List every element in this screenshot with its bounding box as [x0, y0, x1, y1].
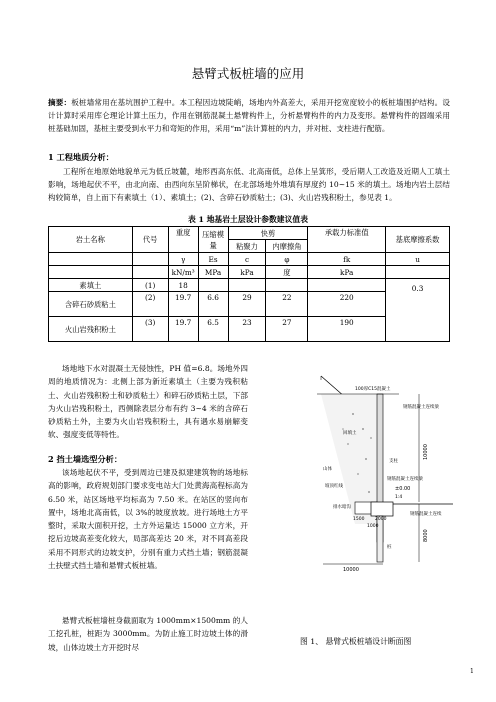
cell-density: 19.7 [168, 292, 198, 317]
cell-name: 素填土 [49, 279, 133, 292]
cell-code: (3) [132, 317, 168, 342]
retaining-wall-section-figure [303, 374, 453, 574]
cell-fk: 190 [308, 317, 386, 342]
symbol-cell: fk [308, 253, 386, 266]
cell-name: 含碎石砂质粘土 [49, 292, 133, 317]
dim-10000: 10000 [423, 444, 429, 460]
figure-caption: 图 1、 悬臂式板桩墙设计断面图 [300, 637, 412, 646]
symbol-cell: Es [198, 253, 228, 266]
label-cap-beam: 钢筋混凝土连续梁 [403, 405, 439, 410]
cell-fk [308, 279, 386, 292]
header-cohesion: 粘聚力 [228, 240, 266, 253]
cell-phi [266, 279, 308, 292]
header-modulus: 压缩模量 [198, 227, 228, 253]
dim-8000: 8000 [423, 529, 429, 542]
groundwater-paragraph: 场地地下水对混凝土无侵蚀性，PH 值=6.8。场地外四周的地质情况为：北侧上部为新近素填土（主要为残积粘土、火山岩残积粉土和砂质粘土）和碎石砂质粘土层，下部为火山岩残积粉土，西侧除表层分布有约 3~4 米的含碎石砂质粘土外，主要为火山岩残积粉土，具有遇水易崩解变软、强度变低等特性。 [48, 364, 248, 440]
abstract [48, 96, 450, 136]
label-ratio: 1:4 [395, 495, 403, 500]
table-row [49, 279, 450, 292]
header-name: 岩土名称 [49, 227, 133, 253]
label-slope-line: 坡顶红线 [325, 484, 343, 489]
label-drain: 排水暗沟 [333, 505, 351, 510]
header-friction: 内摩擦角 [266, 240, 308, 253]
cell-code: (2) [132, 292, 168, 317]
symbol-cell: φ [266, 253, 308, 266]
cell-c: 29 [228, 292, 266, 317]
label-pile: 桩 [387, 545, 392, 550]
header-code: 代号 [132, 227, 168, 253]
header-base-friction: 基底摩擦系数 [386, 227, 450, 253]
cell-phi: 22 [266, 292, 308, 317]
label-beam3: 钢筋混凝土连续 [410, 512, 442, 517]
label-fill: 回填土 [343, 431, 357, 436]
section2-paragraph-1: 该场地起伏不平，受到周边已建及拟建建筑物的场地标高的影响，政府规划部门要求变电站大门处黄海高程标高为 6.50 米，站区场地平均标高为 7.50 米。在站区的竖向布置中，场地北高南低，以 3%的坡度放坡。进行场地土方平整时，采取大面积开挖，土方外运量达 15000 立方米，开挖后边坡高差变化较大，局部高差达 20 米，对不同高差段采用不同形式的边坡支护，分别有重力式挡土墙；钢筋混凝土扶壁式挡土墙和悬臂式板桩墙。 [48, 468, 248, 571]
page-number: 1 [470, 668, 474, 675]
header-shear: 快剪 [228, 227, 308, 240]
abstract-text: 板桩墙常用在基坑围护工程中。本工程因边坡陡峭，场地内外高差大，采用开挖宽度较小的板桩墙围护结构。设计计算时采用库仑理论计算土压力，作用在钢筋混凝土悬臂构件上，分析悬臂构件的内力及变形。悬臂构件的固端采用桩基础加固，基桩主要受到水平力和弯矩的作用，采用“m”法计算桩的内力，并对桩、支柱进行配筋。 [48, 98, 450, 134]
unit-cell: kN/m³ [168, 266, 198, 279]
table-caption: 表 1 地基岩土层设计参数建议值表 [187, 215, 308, 224]
unit-cell: kPa [228, 266, 266, 279]
section2-paragraph-2: 悬臂式板桩墙桩身截面取为 1000mm×1500mm 的人工挖孔桩，桩距为 3000mm。为防止施工时边坡土体的滑坡，山体边坡土方开挖时尽 [48, 616, 248, 652]
section1-text: 工程所在地原始地貌单元为低丘坡麓，地形西高东低、北高南低，总体上呈箕形，受后期人工改造及近期人工填土影响，场地起伏不平，由北向南、由西向东呈阶梯状，在北部场地外堆填有厚度约 10~15 米的填土。场地内岩土层结构较简单，自上而下有素填土（1）、素填土；(2)、含碎石砂质粘土；(3)、火山岩残积粉土，参见表 1。 [48, 167, 450, 203]
cell-c [228, 279, 266, 292]
cell-modulus [198, 279, 228, 292]
soil-parameter-table [48, 226, 450, 342]
cell-modulus: 6.5 [198, 317, 228, 342]
label-elevation: ±0.00 [395, 486, 411, 492]
label-slope: 山体 [323, 467, 332, 472]
cell-density: 18 [168, 279, 198, 292]
cell-phi: 27 [266, 317, 308, 342]
cell-code: (1) [132, 279, 168, 292]
dim-1000: 1000 [367, 524, 379, 529]
label-backfill-concrete: 100厚C15混凝土 [355, 387, 391, 392]
symbol-cell: γ [168, 253, 198, 266]
section1-heading: 1 工程地质分析： [48, 152, 114, 162]
unit-cell: kPa [308, 266, 386, 279]
cell-modulus: 6.6 [198, 292, 228, 317]
abstract-label: 摘要： [48, 98, 72, 107]
unit-cell: MPa [198, 266, 228, 279]
cell-fk: 220 [308, 292, 386, 317]
header-bearing: 承载力标准值 [308, 227, 386, 253]
dim-bottom: 10000 [343, 567, 359, 573]
header-density: 重度 [168, 227, 198, 253]
cell-name: 火山岩残积粉土 [49, 317, 133, 342]
unit-cell: 度 [266, 266, 308, 279]
cell-density: 19.7 [168, 317, 198, 342]
label-pillar: 支柱 [389, 459, 398, 464]
symbol-cell: u [386, 253, 450, 266]
label-beam2: 钢筋混凝土连续梁 [387, 477, 423, 482]
symbol-cell: c [228, 253, 266, 266]
cell-c: 23 [228, 317, 266, 342]
section2-heading: 2 挡土墙选型分析： [48, 454, 123, 464]
dim-2000: 2000 [375, 517, 387, 522]
page-title: 悬臂式板桩墙的应用 [191, 66, 305, 81]
cell-u: 0.3 [386, 279, 450, 342]
dim-1500: 1500 [353, 517, 365, 522]
